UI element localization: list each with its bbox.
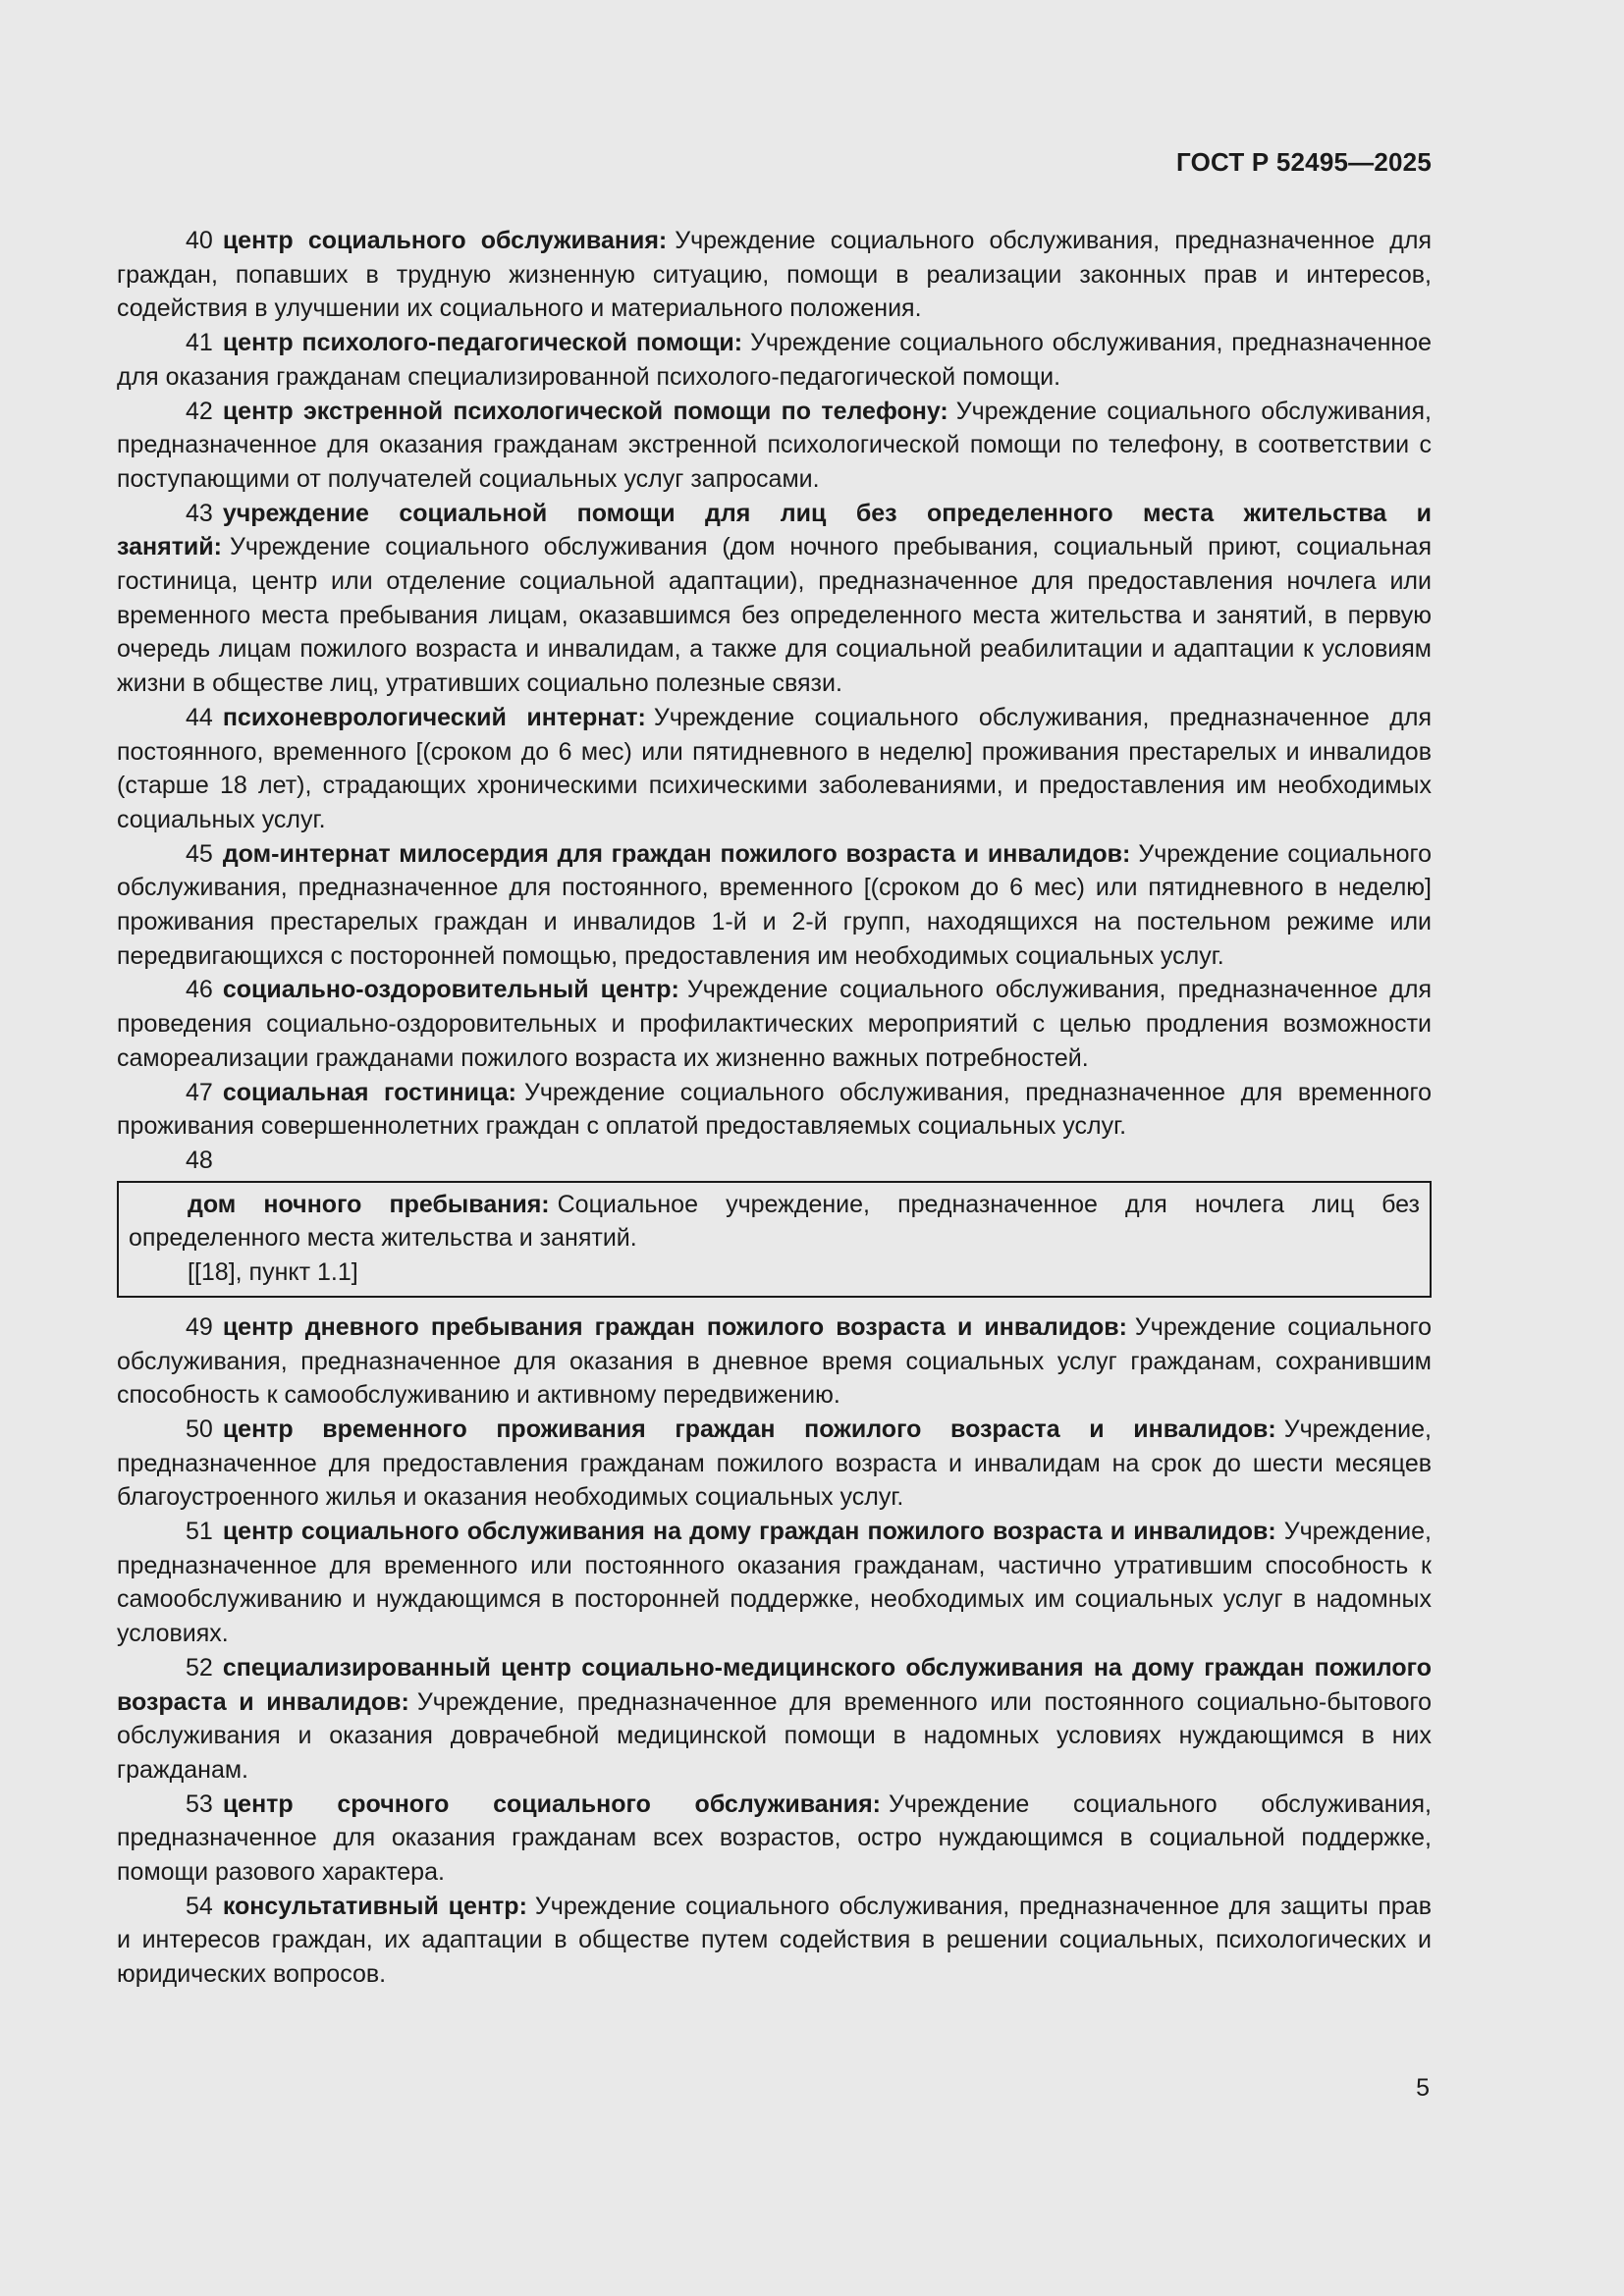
term-entry bbox=[129, 1188, 1420, 1255]
term-name: центр временного проживания граждан пожилого возраста и инвалидов: bbox=[222, 1415, 1276, 1443]
term-number: 46 bbox=[186, 976, 213, 1004]
term-entry bbox=[117, 395, 1432, 497]
term-definition: Учреждение социального обслуживания, предназначенное для временного проживания совершеннолетних граждан с оплатой предоставляемых социальных услуг. bbox=[117, 1078, 1433, 1141]
term-number: 54 bbox=[186, 1892, 213, 1920]
term-name: центр дневного пребывания граждан пожилого возраста и инвалидов: bbox=[222, 1312, 1127, 1341]
term-entry bbox=[117, 1310, 1432, 1413]
term-entry bbox=[117, 326, 1432, 394]
term-name: консультативный центр: bbox=[222, 1892, 527, 1920]
term-entry bbox=[117, 973, 1432, 1075]
term-name: центр социального обслуживания: bbox=[222, 227, 668, 254]
term-definition: Учреждение, предназначенное для временного или постоянного социально-бытового обслуживания и оказания доврачебной медицинской помощи в надомных условиях нуждающимся в них гражданам. bbox=[117, 1687, 1432, 1784]
term-number: 53 bbox=[186, 1789, 213, 1818]
term-entry bbox=[117, 1890, 1432, 1992]
term-number: 41 bbox=[186, 329, 213, 357]
term-number: 51 bbox=[186, 1518, 213, 1546]
term-number: 52 bbox=[186, 1653, 213, 1682]
term-number: 45 bbox=[186, 839, 213, 868]
term-number: 50 bbox=[186, 1415, 213, 1443]
term-number: 43 bbox=[186, 499, 213, 527]
term-definition: Учреждение социального обслуживания, предназначенное для проведения социально-оздоровительных и профилактических мероприятий с целью продления возможности самореализации гражданами пожилого возраста их жизненно важных потребностей. bbox=[117, 976, 1432, 1072]
term-definition: Учреждение, предназначенное для временного или постоянного оказания гражданам, частично утратившим способность к самообслуживанию и нуждающимся в посторонней поддержке, необходимых им социальных услуг в надомных условиях. bbox=[117, 1518, 1432, 1648]
term-number: 40 bbox=[186, 227, 213, 254]
terms-section bbox=[117, 224, 1432, 1992]
term-definition: Учреждение социального обслуживания, предназначенное для оказания гражданам всех возрастов, остро нуждающимся в социальной поддержке, помощи разового характера. bbox=[117, 1789, 1432, 1887]
term-name: учреждение социальной помощи для лиц без определенного места жительства и занятий: bbox=[117, 499, 1432, 561]
term-entry bbox=[117, 224, 1432, 326]
term-entry bbox=[117, 497, 1432, 701]
term-definition: Учреждение, предназначенное для предоставления гражданам пожилого возраста и инвалидам на срок до шести месяцев благоустроенного жилья и оказания необходимых социальных услуг. bbox=[117, 1415, 1432, 1512]
term-definition: Социальное учреждение, предназначенное для ночлега лиц без определенного места жительства и занятий. bbox=[129, 1190, 1420, 1253]
term-name: центр психолого-педагогической помощи: bbox=[222, 329, 743, 357]
term-entry bbox=[117, 837, 1432, 974]
term-definition: Учреждение социального обслуживания, предназначенное для граждан, попавших в трудную жизненную ситуацию, помощи в реализации законных прав и интересов, содействия в улучшении их социального и материального положения. bbox=[117, 227, 1432, 323]
term-number: 47 bbox=[186, 1078, 213, 1106]
document-code: ГОСТ Р 52495—2025 bbox=[1176, 147, 1432, 177]
term-entry bbox=[117, 1076, 1432, 1144]
term-definition: Учреждение социального обслуживания, предназначенное для оказания в дневное время социальных услуг гражданам, сохранившим способность к самообслуживанию и активному передвижению. bbox=[117, 1312, 1432, 1410]
term-name: психоневрологический интернат: bbox=[222, 703, 646, 731]
term-entry bbox=[117, 701, 1432, 837]
definition-source: [[18], пункт 1.1] bbox=[188, 1258, 358, 1287]
referenced-definition-box bbox=[117, 1181, 1432, 1298]
term-name: центр срочного социального обслуживания: bbox=[222, 1789, 882, 1818]
term-number: 44 bbox=[186, 703, 213, 731]
term-entry bbox=[117, 1413, 1432, 1515]
term-definition: Учреждение социального обслуживания, предназначенное для защиты прав и интересов граждан, их адаптации в обществе путем содействия в решении социальных, психологических и юридических вопросов. bbox=[117, 1892, 1433, 1989]
term-name: социально-оздоровительный центр: bbox=[222, 976, 679, 1004]
term-number: 42 bbox=[186, 397, 213, 425]
term-number: 48 bbox=[186, 1146, 213, 1174]
term-entry bbox=[117, 1515, 1432, 1651]
term-definition: Учреждение социального обслуживания, предназначенное для постоянного, временного [(сроком до 6 мес) или пятидневного в неделю] проживания престарелых и инвалидов (старше 18 лет), страдающих хроническими психическими заболеваниями, и предоставления им необходимых социальных услуг. bbox=[117, 703, 1432, 833]
term-number: 49 bbox=[186, 1312, 213, 1341]
term-name: центр социального обслуживания на дому граждан пожилого возраста и инвалидов: bbox=[222, 1518, 1276, 1546]
term-name: центр экстренной психологической помощи по телефону: bbox=[222, 397, 948, 425]
page-number: 5 bbox=[1416, 2074, 1430, 2102]
term-name: специализированный центр социально-медицинского обслуживания на дому граждан пожилого возраста и инвалидов: bbox=[117, 1653, 1432, 1716]
term-definition: Учреждение социального обслуживания (дом ночного пребывания, социальный приют, социальная гостиница, центр или отделение социальной адаптации), предназначенное для предоставления ночлега или временного места пребывания лицам, оказавшимся без определенного места жительства и занятий, в первую очередь лицам пожилого возраста и инвалидам, а также для социальной реабилитации и адаптации к условиям жизни в обществе лиц, утративших социально полезные связи. bbox=[117, 533, 1432, 698]
term-definition: Учреждение социального обслуживания, предназначенное для постоянного, временного [(сроком до 6 мес) или пятидневного в неделю] проживания престарелых граждан и инвалидов 1-й и 2-й групп, находящихся на постельном режиме или передвигающихся с посторонней помощью, предоставления им необходимых социальных услуг. bbox=[117, 839, 1433, 970]
term-definition: Учреждение социального обслуживания, предназначенное для оказания гражданам специализированной психолого-педагогической помощи. bbox=[117, 329, 1432, 391]
term-entry bbox=[117, 1788, 1432, 1890]
term-entry bbox=[117, 1651, 1432, 1788]
term-name: дом-интернат милосердия для граждан пожилого возраста и инвалидов: bbox=[222, 839, 1131, 868]
term-definition: Учреждение социального обслуживания, предназначенное для оказания гражданам экстренной психологической помощи по телефону, в соответствии с поступающими от получателей социальных услуг запросами. bbox=[117, 397, 1432, 493]
term-name: дом ночного пребывания: bbox=[188, 1190, 550, 1218]
term-name: социальная гостиница: bbox=[222, 1078, 516, 1106]
